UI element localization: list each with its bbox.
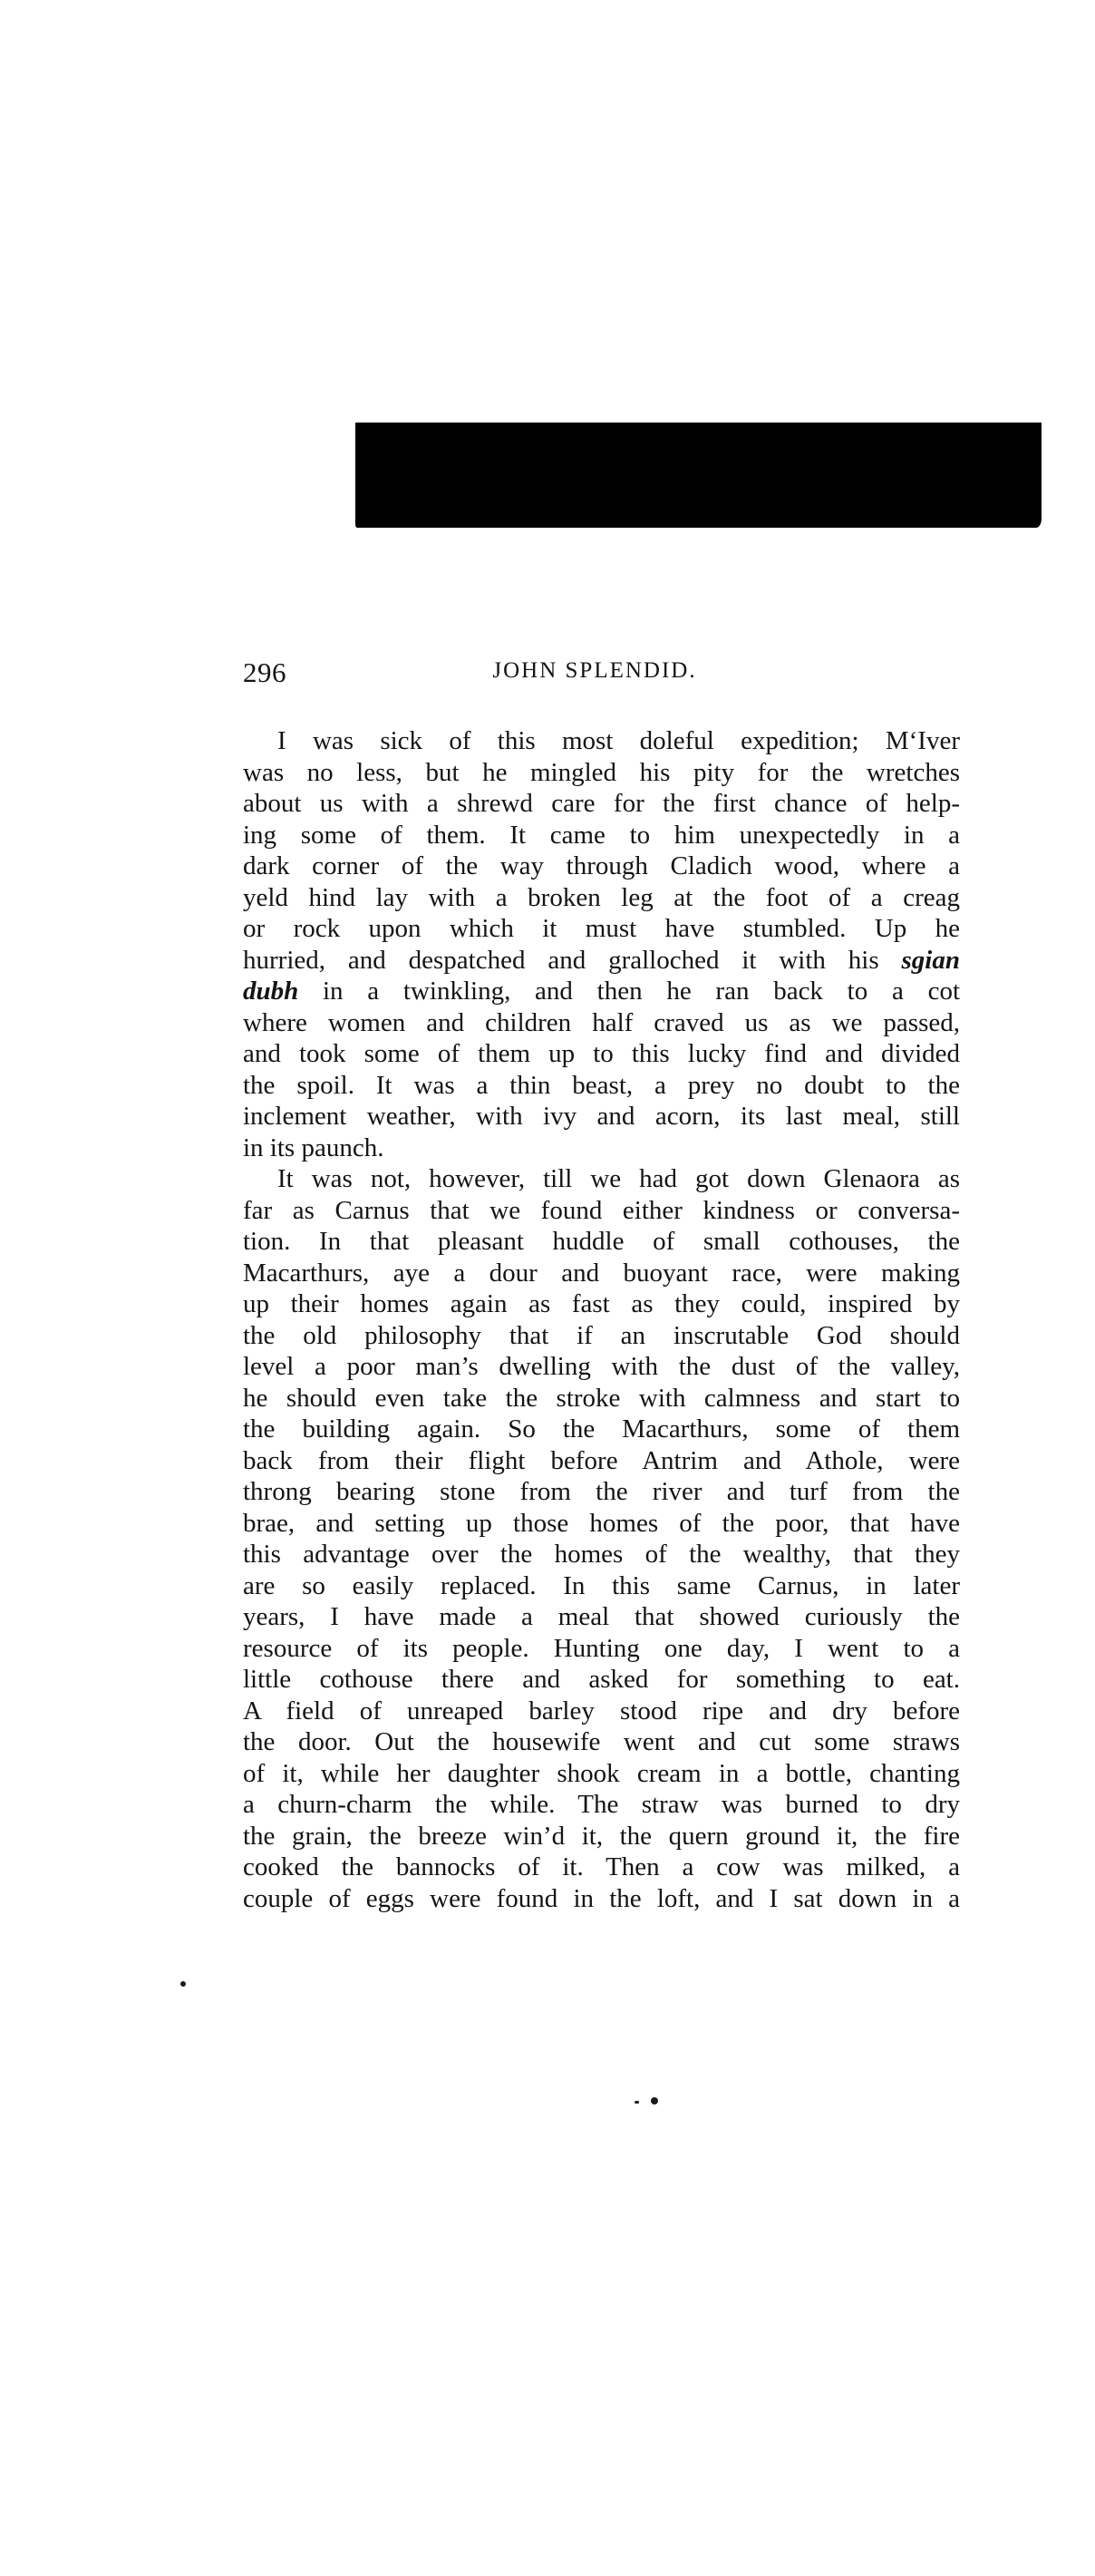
text-line: resource of its people. Hunting one day, I went to a [243, 1633, 960, 1663]
text-line: cooked the bannocks of it. Then a cow was milked, a [243, 1852, 960, 1881]
text-line: throng bearing stone from the river and turf from the [243, 1477, 960, 1506]
ink-speck [180, 1981, 186, 1987]
text-line: brae, and setting up those homes of the poor, that have [243, 1508, 960, 1538]
redaction-bar [355, 423, 1042, 528]
text-line: this advantage over the homes of the wealthy, that they [243, 1540, 960, 1569]
text-line: are so easily replaced. In this same Carnus, in later [243, 1570, 960, 1600]
text-line: back from their flight before Antrim and Athole, were [243, 1445, 960, 1475]
text-line: of it, while her daughter shook cream in a bottle, chanting [243, 1758, 960, 1788]
running-head [243, 656, 946, 696]
text-line: yeld hind lay with a broken leg at the foot of a creag [243, 882, 960, 912]
text-line: I was sick of this most doleful expedition; M‘Iver [277, 726, 960, 755]
text-line: and took some of them up to this lucky find and divided [243, 1039, 960, 1068]
text-line: the grain, the breeze win’d it, the quern ground it, the fire [243, 1821, 960, 1851]
text-line: It was not, however, till we had got down Glenaora as [277, 1164, 960, 1193]
text-line: level a poor man’s dwelling with the dust of the valley, [243, 1352, 960, 1381]
text-line: Macarthurs, aye a dour and buoyant race, were making [243, 1258, 960, 1288]
text-line: the door. Out the housewife went and cut some straws [243, 1727, 960, 1756]
text-line: the building again. So the Macarthurs, some of them [243, 1414, 960, 1444]
text-fragment: in a twinkling, and then he ran back to a cot [323, 977, 960, 1006]
text-line: far as Carnus that we found either kindness or conversa- [243, 1195, 960, 1225]
text-line: where women and children half craved us as we passed, [243, 1007, 960, 1037]
text-line: tion. In that pleasant huddle of small cothouses, the [243, 1227, 960, 1256]
gaelic-term: dubh [243, 977, 299, 1006]
ink-speck [651, 2097, 658, 2105]
ink-speck [635, 2101, 639, 2104]
text-line: couple of eggs were found in the loft, and I sat down in a [243, 1883, 960, 1913]
text-line: years, I have made a meal that showed curiously the [243, 1602, 960, 1631]
paragraph-1 [243, 725, 960, 1163]
text-line: dark corner of the way through Cladich wood, where a [243, 851, 960, 880]
text-line: a churn-charm the while. The straw was burned to dry [243, 1790, 960, 1819]
text-line: the old philosophy that if an inscrutable God should [243, 1320, 960, 1350]
text-line: about us with a shrewd care for the first chance of help- [243, 789, 960, 818]
text-line: inclement weather, with ivy and acorn, its last meal, still [243, 1102, 960, 1131]
text-line: or rock upon which it must have stumbled. Up he [243, 914, 960, 943]
text-line: A field of unreaped barley stood ripe and dry before [243, 1696, 960, 1725]
text-line [243, 945, 960, 977]
text-line: little cothouse there and asked for something to eat. [243, 1665, 960, 1694]
text-line: up their homes again as fast as they could, inspired by [243, 1289, 960, 1318]
page-number: 296 [243, 656, 286, 688]
gaelic-term: sgian [901, 945, 960, 975]
text-fragment: hurried, and despatched and gralloched it with his [243, 945, 902, 975]
body-text [243, 725, 960, 1914]
text-line: he should even take the stroke with calmness and start to [243, 1383, 960, 1413]
text-line [243, 976, 960, 1007]
text-line: was no less, but he mingled his pity for the wretches [243, 757, 960, 787]
text-line: the spoil. It was a thin beast, a prey no doubt to the [243, 1070, 960, 1100]
text-line: ing some of them. It came to him unexpectedly in a [243, 820, 960, 850]
book-title: JOHN SPLENDID. [492, 658, 697, 683]
text-line: in its paunch. [243, 1132, 384, 1162]
paragraph-2 [243, 1163, 960, 1914]
